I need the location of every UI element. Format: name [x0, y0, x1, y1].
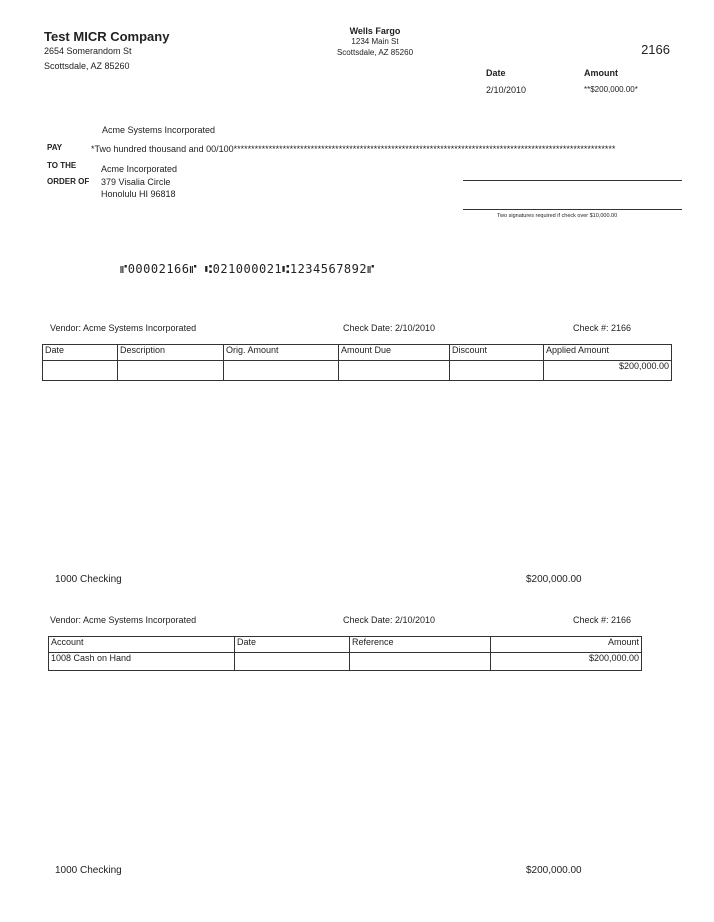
date-label: Date — [486, 68, 506, 78]
company-name: Test MICR Company — [44, 29, 170, 44]
check-amount: **$200,000.00* — [584, 85, 638, 94]
payee-address-line-2: Honolulu HI 96818 — [101, 189, 176, 199]
table-cell — [339, 361, 450, 381]
stub2-footer-account: 1000 Checking — [55, 865, 122, 876]
table-cell — [224, 361, 339, 381]
bank-address-line-2: Scottsdale, AZ 85260 — [336, 48, 414, 57]
column-header: Description — [118, 345, 224, 361]
check-number: 2166 — [641, 42, 670, 57]
signature-line-1 — [463, 180, 682, 181]
column-header: Orig. Amount — [224, 345, 339, 361]
stub1-footer-amount: $200,000.00 — [526, 574, 582, 585]
stub2-check-date: Check Date: 2/10/2010 — [343, 615, 436, 625]
table-cell: 1008 Cash on Hand — [49, 653, 235, 671]
stub2-vendor: Vendor: Acme Systems Incorporated — [50, 615, 197, 625]
stub2-footer-amount: $200,000.00 — [526, 865, 582, 876]
table-header-row — [49, 637, 642, 653]
payee-name: Acme Incorporated — [101, 164, 178, 174]
company-address-line-2: Scottsdale, AZ 85260 — [44, 61, 130, 71]
column-header: Amount — [491, 637, 642, 653]
company-address-line-1: 2654 Somerandom St — [44, 46, 132, 56]
check-date: 2/10/2010 — [486, 85, 527, 95]
payee-address-line-1: 379 Visalia Circle — [101, 177, 171, 187]
column-header: Date — [235, 637, 350, 653]
signature-line-2 — [463, 209, 682, 210]
column-header: Discount — [450, 345, 544, 361]
stub1-footer-account: 1000 Checking — [55, 574, 122, 585]
table-row — [49, 653, 642, 671]
order-of-label: ORDER OF — [47, 177, 90, 186]
signature-note: Two signatures required if check over $10,000.00 — [497, 213, 618, 219]
payee-name-top: Acme Systems Incorporated — [102, 125, 216, 135]
column-header: Date — [43, 345, 118, 361]
column-header: Reference — [350, 637, 491, 653]
table-header-row — [43, 345, 672, 361]
stub1-table — [42, 344, 672, 381]
stub2-table — [48, 636, 642, 671]
bank-name: Wells Fargo — [349, 26, 401, 36]
to-the-label: TO THE — [47, 161, 77, 170]
table-cell — [43, 361, 118, 381]
amount-label: Amount — [584, 68, 618, 78]
table-cell — [450, 361, 544, 381]
table-cell: $200,000.00 — [544, 361, 672, 381]
column-header: Amount Due — [339, 345, 450, 361]
column-header: Account — [49, 637, 235, 653]
table-row — [43, 361, 672, 381]
stub1-vendor: Vendor: Acme Systems Incorporated — [50, 323, 197, 333]
stub1-check-number: Check #: 2166 — [573, 323, 632, 333]
column-header: Applied Amount — [544, 345, 672, 361]
stub2-check-number: Check #: 2166 — [573, 615, 632, 625]
table-cell — [350, 653, 491, 671]
micr-line: ⑈00002166⑈ ⑆021000021⑆1234567892⑈ — [120, 262, 375, 276]
table-cell: $200,000.00 — [491, 653, 642, 671]
bank-address-line-1: 1234 Main St — [351, 37, 399, 46]
table-cell — [118, 361, 224, 381]
stub1-check-date: Check Date: 2/10/2010 — [343, 323, 436, 333]
amount-in-words: *Two hundred thousand and 00/100************************************************************************************************************* — [91, 144, 616, 154]
table-cell — [235, 653, 350, 671]
pay-label: PAY — [47, 143, 63, 152]
